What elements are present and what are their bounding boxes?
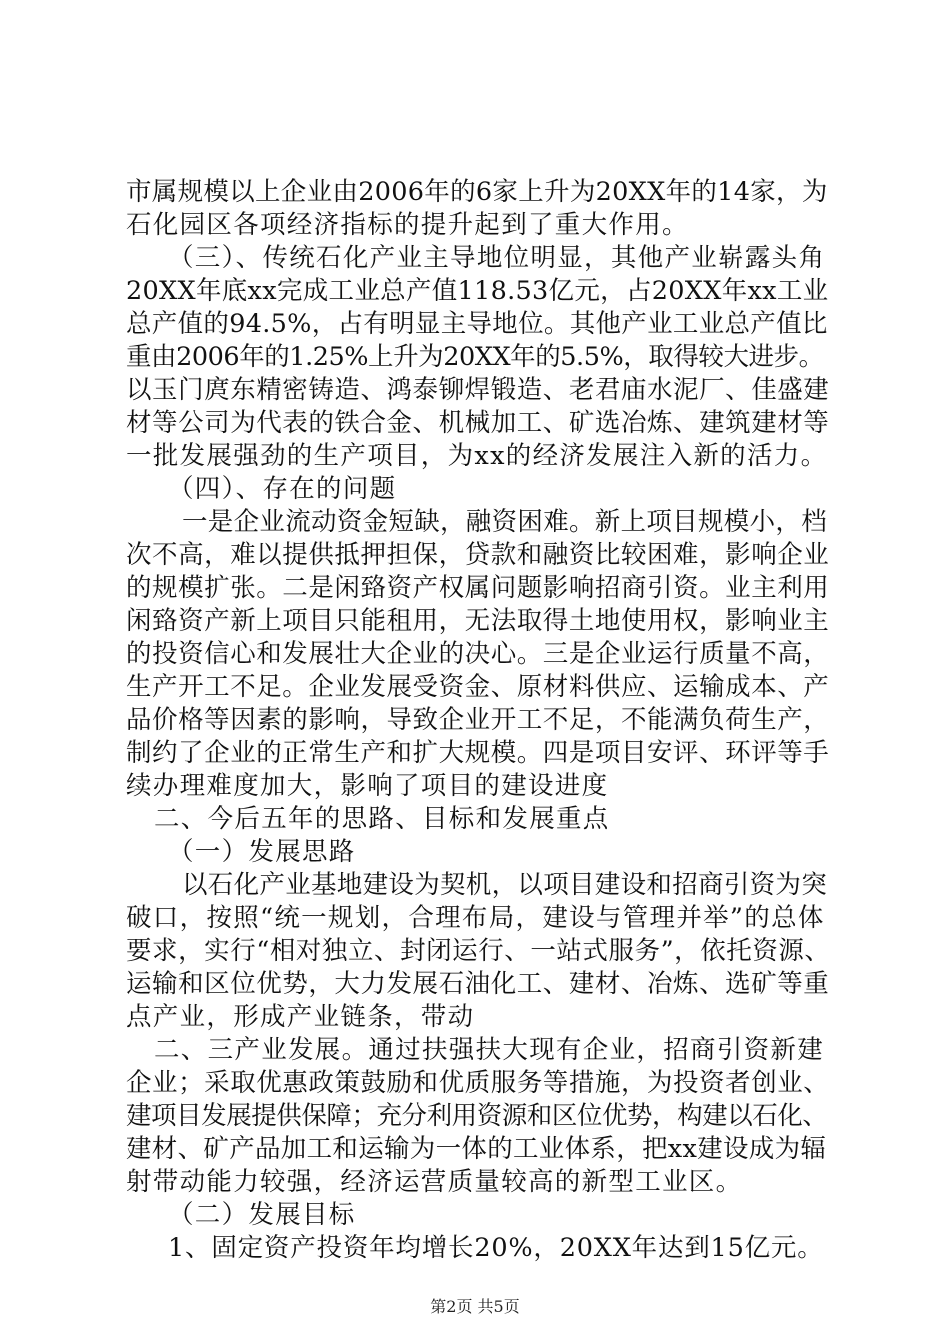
text-line: 企业；采取优惠政策鼓励和优质服务等措施，为投资者创业、	[126, 1068, 830, 1098]
text-line: 市属规模以上企业由2006年的6家上升为20XX年的14家，为	[126, 177, 828, 207]
text-line: 的规模扩张。二是闲臵资产权属问题影响招商引资。业主利用	[126, 573, 830, 603]
text-line: 闲臵资产新上项目只能租用，无法取得土地使用权，影响业主	[126, 606, 830, 636]
text-line: 石化园区各项经济指标的提升起到了重大作用。	[126, 210, 689, 240]
text-line: 要求，实行“相对独立、封闭运行、一站式服务”，依托资源、	[126, 936, 831, 966]
text-line: 射带动能力较强，经济运营质量较高的新型工业区。	[126, 1167, 743, 1197]
text-line: 建材、矿产品加工和运输为一体的工业体系，把xx建设成为辐	[126, 1134, 827, 1164]
section-heading: （四）、存在的问题	[168, 474, 397, 504]
text-line: 建项目发展提供保障；充分利用资源和区位优势，构建以石化、	[126, 1101, 828, 1131]
text-line: 品价格等因素的影响，导致企业开工不足，不能满负荷生产，	[126, 705, 830, 735]
section-heading: （二）发展目标	[168, 1200, 356, 1230]
text-line: 二、三产业发展。通过扶强扶大现有企业，招商引资新建	[154, 1035, 825, 1065]
text-line: 续办理难度加大，影响了项目的建设进度	[126, 771, 609, 801]
section-heading: 二、今后五年的思路、目标和发展重点	[154, 804, 610, 834]
text-line: 20XX年底xx完成工业总产值118.53亿元，占20XX年xx工业	[126, 276, 829, 306]
text-line: 点产业，形成产业链条，带动	[126, 1002, 475, 1032]
text-line: 生产开工不足。企业发展受资金、原材料供应、运输成本、产	[126, 672, 830, 702]
section-heading: （一）发展思路	[168, 837, 356, 867]
text-line: 一是企业流动资金短缺，融资困难。新上项目规模小，档	[182, 507, 828, 537]
text-line: 制约了企业的正常生产和扩大规模。四是项目安评、环评等手	[126, 738, 830, 768]
text-line: 材等公司为代表的铁合金、机械加工、矿选冶炼、建筑建材等	[126, 408, 830, 438]
section-heading: （三）、传统石化产业主导地位明显，其他产业崭露头角	[168, 243, 826, 273]
text-line: 总产值的94.5%，占有明显主导地位。其他产业工业总产值比	[126, 309, 828, 339]
text-line: 一批发展强劲的生产项目，为xx的经济发展注入新的活力。	[126, 441, 828, 471]
text-line: 1、固定资产投资年均增长20%，20XX年达到15亿元。	[168, 1233, 824, 1263]
page-footer: 第2页 共5页	[430, 1297, 520, 1316]
text-line: 破口，按照“统一规划，合理布局，建设与管理并举”的总体	[126, 903, 825, 933]
text-line: 以石化产业基地建设为契机，以项目建设和招商引资为突	[182, 870, 828, 900]
text-line: 运输和区位优势，大力发展石油化工、建材、冶炼、选矿等重	[126, 969, 830, 999]
text-line: 次不高，难以提供抵押担保，贷款和融资比较困难，影响企业	[126, 540, 830, 570]
text-line: 重由2006年的1.25%上升为20XX年的5.5%，取得较大进步。	[126, 342, 824, 372]
text-line: 以玉门庹东精密铸造、鸿泰铆焊锻造、老君庙水泥厂、佳盛建	[126, 375, 830, 405]
text-line: 的投资信心和发展壮大企业的决心。三是企业运行质量不高，	[126, 639, 830, 669]
